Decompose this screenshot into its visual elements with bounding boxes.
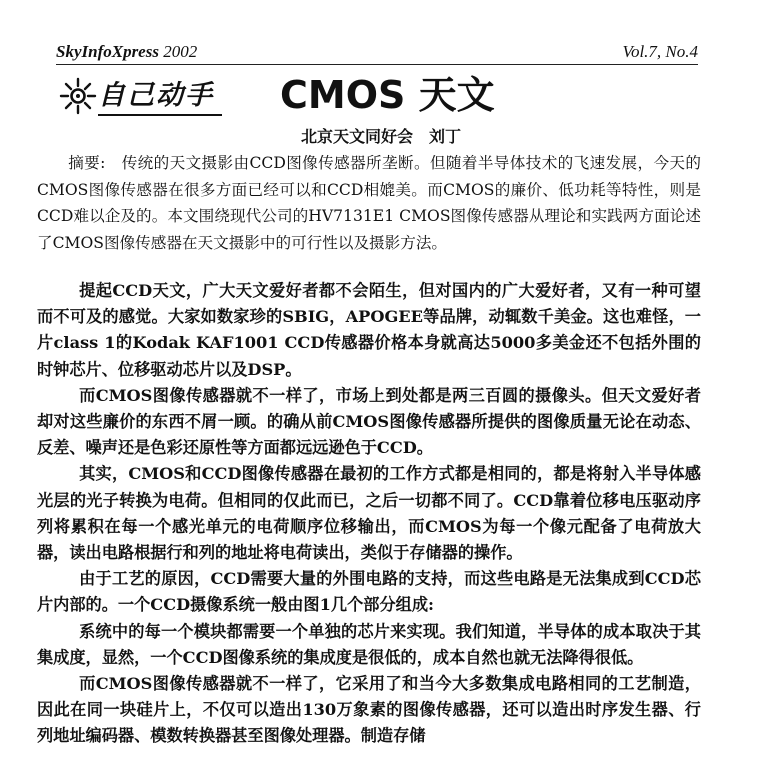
article-body <box>37 278 701 750</box>
body-paragraph: 系统中的每一个模块都需要一个单独的芯片来实现。我们知道，半导体的成本取决于其集成度，显然，一个CCD图像系统的集成度是很低的，成本自然也就无法降得很低。 <box>37 621 701 667</box>
journal-name <box>56 42 197 62</box>
sun-icon <box>58 76 98 116</box>
journal-title: SkyInfoXpress <box>56 42 159 61</box>
running-header <box>56 42 698 65</box>
article-title: CMOS 天文 <box>280 73 495 117</box>
column-underline <box>98 114 222 116</box>
body-paragraph: 由于工艺的原因，CCD需要大量的外围电路的支持，而这些电路是无法集成到CCD芯片内部的。一个CCD摄像系统一般由图1几个部分组成: <box>37 569 701 615</box>
column-label: 自己动手 <box>98 80 214 111</box>
abstract: 摘要: 传统的天文摄影由CCD图像传感器所垄断。但随着半导体技术的飞速发展，今天的CMOS图像传感器在很多方面已经可以和CCD相媲美。而CMOS的廉价、低功耗等特性，则是CCD难以企及的。本文围绕现代公司的HV7131E1 CMOS图像传感器从理论和实践两方面论述了CMOS图像传感器在天文摄影中的可行性以及摄影方法。 <box>37 154 701 252</box>
body-paragraph: 其实，CMOS和CCD图像传感器在最初的工作方式都是相同的，都是将射入半导体感光层的光子转换为电荷。但相同的仅此而已，之后一切都不同了。CCD靠着位移电压驱动序列将累积在每一个感光单元的电荷顺序位移输出，而CMOS为每一个像元配备了电荷放大器，读出电路根据行和列的地址将电荷读出，类似于存储器的操作。 <box>37 464 701 563</box>
journal-year: 2002 <box>163 42 198 61</box>
body-paragraph: 而CMOS图像传感器就不一样了，它采用了和当今大多数集成电路相同的工艺制造，因此在同一块硅片上，不仅可以造出130万象素的图像传感器，还可以造出时序发生器、行列地址编码器、模数转换器甚至图像处理器。制造存储 <box>37 674 701 746</box>
volume-number: Vol.7, No.4 <box>622 42 698 61</box>
body-paragraph: 提起CCD天文，广大天文爱好者都不会陌生，但对国内的广大爱好者，又有一种可望而不可及的感觉。大家如数家珍的SBIG，APOGEE等品牌，动辄数千美金。这也难怪，一片class 1的Kodak KAF1001 CCD传感器价格本身就高达5000多美金还不包括外围的时钟芯片、位移驱动芯片以及DSP。 <box>37 281 701 379</box>
author-byline: 北京天文同好会 刘丁 <box>300 127 461 146</box>
body-paragraph: 而CMOS图像传感器就不一样了，市场上到处都是两三百圆的摄像头。但天文爱好者却对这些廉价的东西不屑一顾。的确从前CMOS图像传感器所提供的图像质量无论在动态、反差、噪声还是色彩还原性等方面都远远逊色于CCD。 <box>37 385 701 458</box>
